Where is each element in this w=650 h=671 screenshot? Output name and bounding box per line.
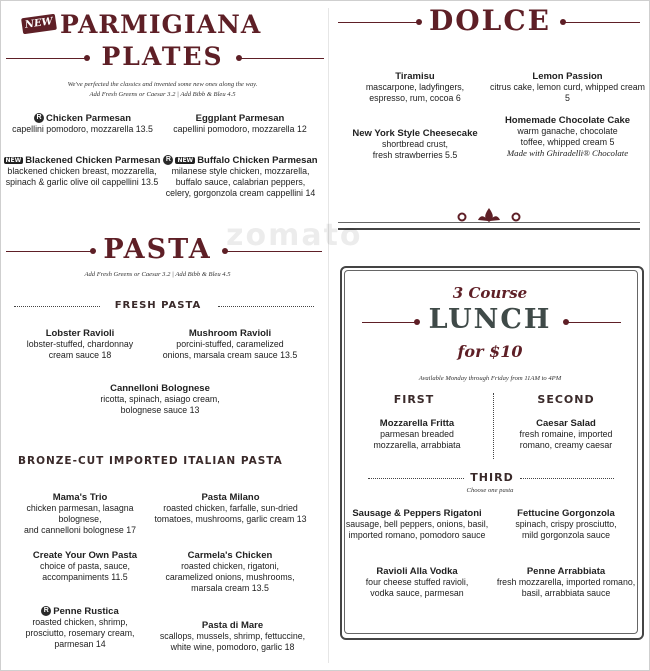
item-name: Create Your Own Pasta — [32, 550, 138, 561]
new-icon: NEW — [177, 156, 194, 164]
item-desc: accompaniments 11.5 — [42, 572, 128, 582]
menu-item — [496, 508, 636, 541]
item-desc: spinach & garlic olive oil cappellini 13.5 — [5, 177, 159, 187]
item-desc: fresh romaine, imported — [519, 429, 613, 439]
item-desc: vodka sauce, parmesan — [370, 588, 464, 598]
item-desc: imported romano, pomodoro sauce — [348, 530, 486, 540]
item-desc: buffalo sauce, calabrian peppers, — [175, 177, 306, 187]
course-vertical-divider — [493, 393, 494, 459]
menu-item — [5, 492, 155, 536]
menu-item — [2, 155, 162, 188]
item-name: Tiramisu — [395, 71, 435, 82]
item-name: Penne Arrabbiata — [526, 566, 606, 577]
first-course-heading: FIRST — [393, 393, 435, 406]
recommended-icon: R — [41, 606, 51, 616]
menu-item — [490, 71, 645, 104]
watermark-text: zomato — [226, 218, 363, 253]
menu-item — [10, 328, 150, 361]
item-name: Penne Rustica — [53, 606, 119, 617]
item-desc: prosciutto, rosemary cream, — [25, 628, 135, 638]
item-desc: chicken parmesan, lasagna bolognese, — [26, 503, 134, 524]
item-name: Lobster Ravioli — [45, 328, 115, 339]
plates-rule-right — [240, 58, 324, 59]
item-desc: milanese style chicken, mozzarella, — [171, 166, 310, 176]
menu-item — [155, 550, 305, 594]
bronze-pasta-heading: BRONZE-CUT IMPORTED ITALIAN PASTA — [18, 455, 283, 467]
item-desc: blackened chicken breast, mozzarella, — [7, 166, 157, 176]
item-name: Pasta di Mare — [201, 620, 264, 631]
item-desc: scallops, mussels, shrimp, fettuccine, — [159, 631, 306, 641]
menu-item — [496, 418, 636, 451]
item-name: Chicken Parmesan — [45, 113, 131, 124]
item-desc: roasted chicken, rigatoni, — [181, 561, 279, 571]
ornament-rule-bottom — [338, 228, 640, 230]
dolce-rule-right — [564, 22, 640, 23]
new-badge-label: NEW — [24, 16, 54, 31]
item-name: Pasta Milano — [201, 492, 260, 503]
item-desc: porcini-stuffed, caramelized — [176, 339, 284, 349]
item-desc: cream sauce 18 — [48, 350, 112, 360]
pasta-title: PASTA — [103, 234, 212, 265]
item-desc: caramelized onions, mushrooms, — [165, 572, 295, 582]
item-desc: choice of pasta, sauce, — [40, 561, 130, 571]
item-desc: romano, creamy caesar — [519, 440, 613, 450]
ornament-icon — [452, 206, 526, 224]
item-name: Eggplant Parmesan — [195, 113, 285, 124]
item-name: Mushroom Ravioli — [188, 328, 272, 339]
item-desc: capellini pomodoro, mozzarella 13.5 — [12, 124, 153, 134]
new-icon: NEW — [5, 156, 22, 164]
recommended-icon: R — [34, 113, 44, 123]
menu-item — [344, 508, 490, 541]
item-desc: espresso, rum, cocoa 6 — [369, 93, 461, 103]
item-name: Carmela's Chicken — [187, 550, 273, 561]
item-desc: tomatoes, mushrooms, garlic cream 13 — [154, 514, 307, 524]
item-desc: roasted chicken, shrimp, — [32, 617, 128, 627]
second-course-heading: SECOND — [537, 393, 595, 406]
item-desc: and cannelloni bolognese 17 — [23, 525, 136, 535]
item-desc: lobster-stuffed, chardonnay — [26, 339, 134, 349]
item-desc: celery, gorgonzola cream cappellini 14 — [165, 188, 316, 198]
third-divider-right — [520, 478, 614, 479]
item-desc: spinach, crispy prosciutto, — [515, 519, 617, 529]
item-desc: parmesan 14 — [54, 639, 106, 649]
item-desc: bolognese sauce 13 — [120, 405, 200, 415]
menu-item — [10, 606, 150, 650]
third-course-heading: THIRD — [470, 471, 514, 484]
menu-item — [160, 113, 320, 135]
menu-item — [490, 115, 645, 159]
item-desc: fresh mozzarella, imported romano, — [496, 577, 636, 587]
item-name: Blackened Chicken Parmesan — [25, 155, 161, 166]
parmigiana-intro: We've perfected the classics and invented some new ones along the way. — [67, 81, 258, 88]
menu-item — [340, 128, 490, 161]
dolce-rule-left — [338, 22, 418, 23]
item-desc: onions, marsala cream sauce 13.5 — [162, 350, 298, 360]
pasta-addons: Add Fresh Greens or Caesar 3.2 | Add Bibb & Bleu 4.5 — [84, 271, 231, 278]
plates-rule-dot-right — [236, 55, 242, 61]
menu-item — [85, 383, 235, 416]
item-desc: four cheese stuffed ravioli, — [365, 577, 469, 587]
fresh-pasta-divider-right — [218, 306, 314, 307]
item-desc: ricotta, spinach, asiago cream, — [100, 394, 220, 404]
item-desc: capellini pomodoro, mozzarella 12 — [173, 124, 307, 134]
lunch-availability: Available Monday through Friday from 11AM to 4PM — [418, 375, 562, 382]
item-desc: warm ganache, chocolate — [517, 126, 618, 136]
menu-item — [5, 113, 160, 135]
third-divider-left — [368, 478, 464, 479]
menu-item — [344, 418, 490, 451]
parmigiana-addons: Add Fresh Greens or Caesar 3.2 | Add Bibb & Bleu 4.5 — [89, 91, 236, 98]
item-name: Buffalo Chicken Parmesan — [197, 155, 318, 166]
item-name: New York Style Cheesecake — [352, 128, 478, 139]
item-name: Homemade Chocolate Cake — [504, 115, 631, 126]
item-name: Lemon Passion — [532, 71, 603, 82]
lunch-price: for $10 — [457, 342, 523, 361]
lunch-course-label: 3 Course — [452, 284, 528, 302]
plates-title: PLATES — [101, 42, 224, 71]
item-desc: marsala cream 13.5 — [191, 583, 269, 593]
menu-item — [340, 71, 490, 104]
item-name: Ravioli Alla Vodka — [376, 566, 458, 577]
menu-item — [344, 566, 490, 599]
menu-item — [153, 492, 308, 525]
item-desc: roasted chicken, farfalle, sun-dried — [163, 503, 298, 513]
item-note: Made with Ghiradelli® Chocolate — [506, 148, 629, 158]
item-name: Caesar Salad — [536, 418, 596, 429]
item-desc: mild gorgonzola sauce — [521, 530, 611, 540]
lunch-rule-right — [567, 322, 621, 323]
recommended-icon: R — [163, 155, 173, 165]
third-course-note: Choose one pasta — [466, 487, 514, 494]
menu-item — [10, 550, 160, 583]
plates-rule-left — [6, 58, 86, 59]
menu-item — [155, 328, 305, 361]
fresh-pasta-heading: FRESH PASTA — [114, 300, 202, 311]
fresh-pasta-divider-left — [14, 306, 100, 307]
column-divider — [328, 8, 329, 663]
item-name: Sausage & Peppers Rigatoni — [352, 508, 482, 519]
dolce-title: DOLCE — [429, 4, 551, 37]
item-desc: parmesan breaded — [380, 429, 454, 439]
menu-item — [158, 155, 323, 199]
item-desc: basil, arrabbiata sauce — [521, 588, 611, 598]
item-desc: mascarpone, ladyfingers, — [365, 82, 465, 92]
menu-item — [496, 566, 636, 599]
item-desc: sausage, bell peppers, onions, basil, — [345, 519, 489, 529]
item-desc: shortbread crust, — [381, 139, 448, 149]
item-name: Mozzarella Fritta — [379, 418, 455, 429]
item-desc: mozzarella, arrabbiata — [373, 440, 461, 450]
plates-rule-dot-left — [84, 55, 90, 61]
lunch-title: LUNCH — [428, 304, 552, 335]
menu-item — [150, 620, 315, 653]
item-name: Fettucine Gorgonzola — [517, 508, 615, 519]
item-name: Cannelloni Bolognese — [110, 383, 210, 394]
item-desc: fresh strawberries 5.5 — [372, 150, 458, 160]
item-desc: citrus cake, lemon curd, whipped cream 5 — [490, 82, 645, 103]
item-desc: white wine, pomodoro, garlic 18 — [170, 642, 295, 652]
item-name: Mama's Trio — [52, 492, 108, 503]
item-desc: toffee, whipped cream 5 — [520, 137, 615, 147]
parmigiana-title: PARMIGIANA — [60, 10, 262, 39]
